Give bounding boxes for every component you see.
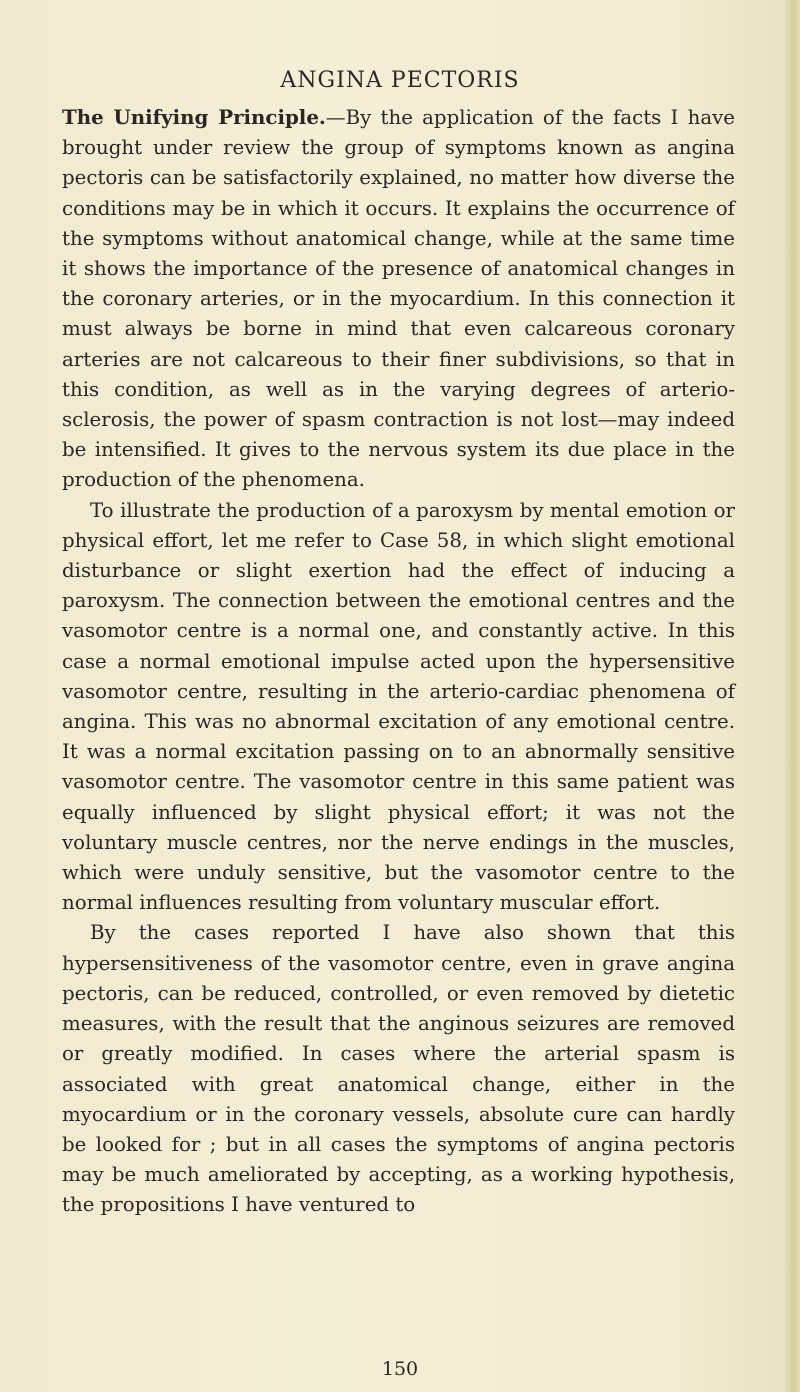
page-edge: [784, 0, 800, 1392]
body-text: [62, 102, 735, 1221]
section-heading: The Unifying Principle.: [62, 105, 326, 129]
paragraph-3: By the cases reported I have also shown that this hypersensitiveness of the vasomotor centre, even in grave angina pectoris, can be reduced, controlled, or even removed by dietetic measures, with the result that the anginous seizures are removed or greatly modified. In cases where the arterial spasm is associated with great anatomical change, either in the myocardium or in the coronary vessels, absolute cure can hardly be looked for ; but in all cases the symptoms of angina pectoris may be much ameliorated by accepting, as a working hypothesis, the propositions I have ventured to: [62, 921, 735, 1217]
paragraph-2: To illustrate the production of a paroxysm by mental emotion or physical effort, let me refer to Case 58, in which slight emotional disturbance or slight exertion had the effect of inducing a paroxysm. The connection between the emotional centres and the vasomotor centre is a normal one, and constantly active. In this case a normal emotional impulse acted upon the hypersensitive vasomotor centre, resulting in the arterio-cardiac phenomena of angina. This was no abnormal excitation of any emotional centre. It was a normal excitation passing on to an abnormally sensitive vasomotor centre. The vasomotor centre in this same patient was equally influenced by slight physical effort; it was not the voluntary muscle centres, nor the nerve endings in the muscles, which were unduly sensitive, but the vasomotor centre to the normal influences resulting from voluntary muscular effort.: [62, 498, 735, 915]
page-number: 150: [381, 1358, 419, 1380]
paragraph-1: [62, 102, 735, 496]
paragraph-1-text: —By the application of the facts I have brought under review the group of symptoms known as angina pectoris can be satisfactorily explained, no matter how diverse the conditions may be in which it occurs. It explains the occurrence of the symptoms without anatomical change, while at the same time it shows the importance of the presence of anatomical changes in the coronary arteries, or in the myocardium. In this connection it must always be borne in mind that even calcareous coronary arteries are not calcareous to their finer subdivisions, so that in this condition, as well as in the varying degrees of arterio-sclerosis, the power of spasm contraction is not lost—may indeed be intensified. It gives to the nervous system its due place in the production of the phenomena.: [62, 106, 735, 492]
running-head: ANGINA PECTORIS: [280, 68, 520, 93]
